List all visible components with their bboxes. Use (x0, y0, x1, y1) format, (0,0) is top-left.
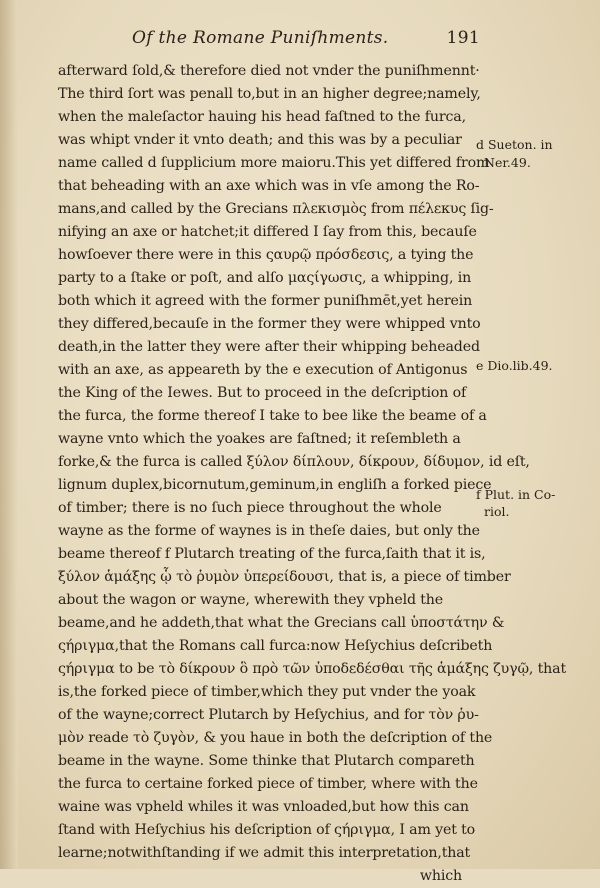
text-line: mans,and called by the Grecians πλεκισμὸς from πέλεκυς ſig- (58, 201, 494, 217)
page-header (110, 26, 490, 52)
text-line: of the wayne;correct Plutarch by Heſychius, and for τὸν ῥυ- (58, 707, 479, 723)
text-line: wayne vnto which the yoakes are faſtned; it reſembleth a (58, 431, 461, 447)
text-line: beame in the wayne. Some thinke that Plutarch compareth (58, 753, 475, 769)
text-line: that beheading with an axe which was in vſe among the Ro- (58, 178, 480, 194)
text-line: name called d ſupplicium more maioru.This yet differed from (58, 155, 490, 171)
catchword: which (419, 868, 462, 884)
running-head: Of the Romane Puniſhments. (132, 28, 389, 48)
text-line: ſtand with Heſychius his deſcription of ςήριγμα, I am yet to (58, 822, 476, 838)
text-line: afterward ſold,& therefore died not vnder the puniſhmennt· (58, 63, 480, 79)
text-line: is,the forked piece of timber,which they put vnder the yoak (58, 684, 476, 700)
marginal-note: riol. (484, 504, 510, 519)
text-line: the furca, the forme thereof I take to bee like the beame of a (58, 408, 487, 424)
text-line: The third ſort was penall to,but in an higher degree;namely, (58, 86, 481, 102)
text-line: ςήριγμα to be τὸ δίκρουν ὃ πρὸ τῶν ὑποδεδέσθαι τῆς ἁμάξης ζυγῷ, that (58, 661, 567, 677)
text-line: party to a ſtake or poſt, and alſo μαςίγωσις, a whipping, in (58, 270, 472, 286)
gutter-shadow (0, 0, 18, 869)
text-line: beame,and he addeth,that what the Grecians call ὑποστάτην & (58, 615, 505, 631)
marginal-note: d Sueton. in (476, 137, 553, 152)
text-line: death,in the latter they were after their whipping beheaded (58, 339, 480, 355)
marginal-note: Ner.49. (484, 155, 531, 170)
text-line: of timber; there is no ſuch piece throughout the whole (58, 500, 442, 516)
text-line: waine was vpheld whiles it was vnloaded,but how this can (58, 799, 469, 815)
text-line: μὸν reade τὸ ζυγὸν, & you haue in both the deſcription of the (58, 730, 493, 746)
marginal-note: f Plut. in Co- (476, 487, 556, 502)
text-line: ςήριγμα,that the Romans call furca:now Heſychius deſcribeth (58, 638, 493, 654)
text-line: the furca to certaine forked piece of timber, where with the (58, 776, 478, 792)
text-line: learne;notwithſtanding if we admit this interpretation,that (58, 845, 471, 861)
text-line: lignum duplex,bicornutum,geminum,in engliſh a forked piece (58, 477, 492, 493)
marginal-note: e Dio.lib.49. (476, 358, 553, 373)
text-line: was whipt vnder it vnto death; and this was by a peculiar (58, 132, 462, 148)
text-line: with an axe, as appeareth by the e execution of Antigonus (58, 362, 468, 378)
text-line: nifying an axe or hatchet;it differed I ſay from this, becauſe (58, 224, 477, 240)
text-line: ξύλον ἁμάξης ᾧ τὸ ῥυμὸν ὑπερείδουσι, that is, a piece of timber (58, 569, 511, 585)
text-line: howſoever there were in this ςαυρῷ πρόσδεσις, a tying the (58, 247, 474, 263)
text-line: beame thereof f Plutarch treating of the furca,ſaith that it is, (58, 546, 486, 562)
text-line: when the maleſactor hauing his head faſtned to the furca, (58, 109, 466, 125)
text-line: the King of the Iewes. But to proceed in the deſcription of (58, 385, 467, 401)
text-line: both which it agreed with the former puniſhmēt,yet herein (58, 293, 473, 309)
text-line: they differed,becauſe in the former they were whipped vnto (58, 316, 481, 332)
text-line: forke,& the furca is called ξύλον δίπλουν, δίκρουν, δίδυμον, id eſt, (58, 454, 530, 470)
text-line: about the wagon or wayne, wherewith they vpheld the (58, 592, 444, 608)
page-number: 191 (446, 28, 480, 48)
text-line: wayne as the forme of waynes is in theſe daies, but only the (58, 523, 480, 539)
